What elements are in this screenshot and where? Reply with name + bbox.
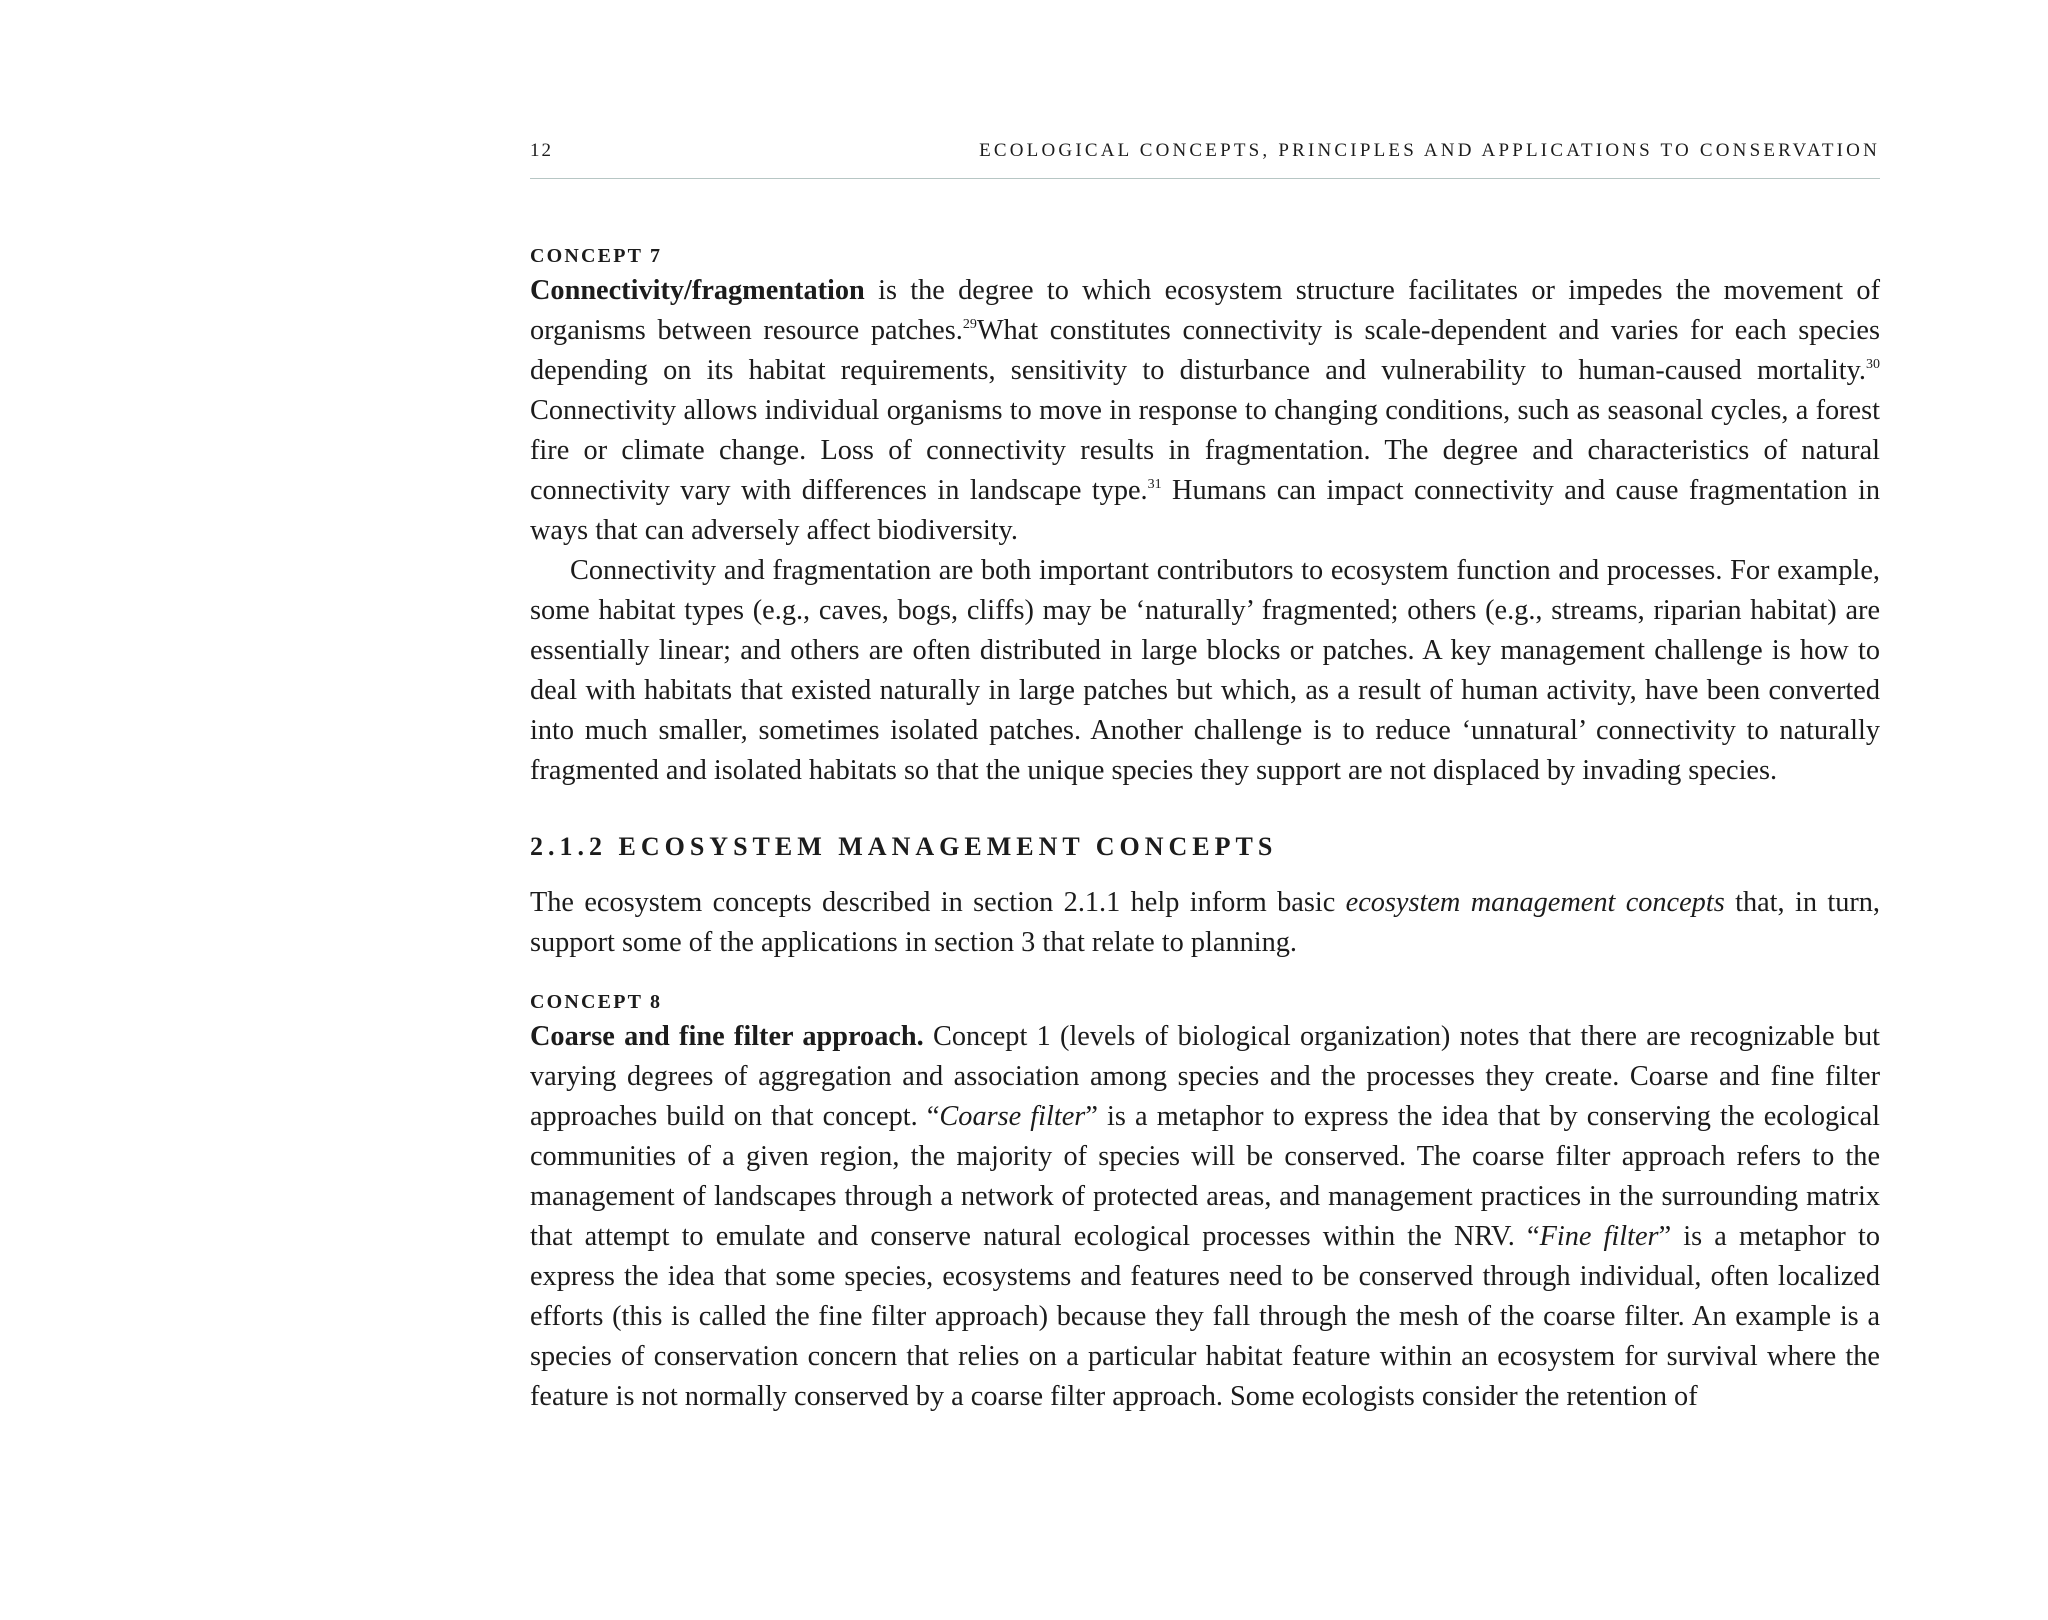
concept-8-label: CONCEPT 8 (530, 991, 663, 1013)
footnote-ref: 30 (1866, 357, 1880, 372)
footnote-ref: 31 (1147, 477, 1162, 492)
text-span: The ecosystem concepts described in section 2.1.1 help inform basic (530, 887, 1346, 918)
term-coarse-fine-filter: Coarse and fine filter approach. (530, 1021, 924, 1052)
text-span: that, in turn, support some of the applications in section 3 that relate to planning. (530, 887, 1880, 958)
emphasis: Fine filter (1539, 1221, 1659, 1252)
section-heading: 2.1.2 ECOSYSTEM MANAGEMENT CONCEPTS (530, 832, 1278, 861)
emphasis: Coarse filter (939, 1101, 1086, 1132)
text-span: ” is a metaphor to express the idea that some species, ecosystems and features need to be conserved through individual, often localized efforts (this is called the fine filter approach) because they fall through the mesh of the coarse filter. An example is a species of conservation concern that relies on a particular habitat feature within an ecosystem for survival where the feature is not normally conserved by a coarse filter approach. Some ecologists consider the retention of (530, 1221, 1880, 1412)
page-number: 12 (530, 140, 553, 161)
running-header (530, 140, 1880, 179)
text-span: ” is a metaphor to express the idea that by conserving the ecological communities of a given region, the majority of species will be conserved. The coarse filter approach refers to the management of landscapes through a network of protected areas, and management practices in the surrounding matrix that attempt to emulate and conserve natural ecological processes within the NRV. “ (530, 1101, 1880, 1252)
concept-8-paragraph (530, 1017, 1880, 1417)
text-span: Humans can impact connectivity and cause fragmentation in ways that can adversely affect biodiversity. (530, 475, 1880, 546)
text-span: is the degree to which ecosystem structure facilitates or impedes the movement of organisms between resource patches. (530, 275, 1880, 346)
concept-7-label: CONCEPT 7 (530, 245, 663, 267)
term-connectivity: Connectivity/fragmentation (530, 275, 865, 306)
document-page (530, 140, 1880, 1417)
text-span: Connectivity allows individual organisms to move in response to changing conditions, such as seasonal cycles, a forest fire or climate change. Loss of connectivity results in fragmentation. The degree and characteristics of natural connectivity vary with differences in landscape type. (530, 395, 1880, 506)
footnote-ref: 29 (962, 317, 977, 332)
emphasis: ecosystem management concepts (1345, 887, 1725, 918)
concept-7-paragraph-1 (530, 271, 1880, 551)
text-span: What constitutes connectivity is scale-dependent and varies for each species depending on its habitat requirements, sensitivity to disturbance and vulnerability to human-caused mortality. (530, 315, 1880, 386)
text-span: Concept 1 (levels of biological organization) notes that there are recognizable but varying degrees of aggregation and association among species and the processes they create. Coarse and fine filter approaches build on that concept. “ (530, 1021, 1880, 1132)
running-title: ECOLOGICAL CONCEPTS, PRINCIPLES AND APPLICATIONS TO CONSERVATION (979, 140, 1880, 161)
section-intro-paragraph (530, 883, 1880, 963)
concept-7-paragraph-2: Connectivity and fragmentation are both important contributors to ecosystem function and processes. For example, some habitat types (e.g., caves, bogs, cliffs) may be ‘naturally’ fragmented; others (e.g., streams, riparian habitat) are essentially linear; and others are often distributed in large blocks or patches. A key management challenge is how to deal with habitats that existed naturally in large patches but which, as a result of human activity, have been converted into much smaller, sometimes isolated patches. Another challenge is to reduce ‘unnatural’ connectivity to naturally fragmented and isolated habitats so that the unique species they support are not displaced by invading species. (530, 555, 1880, 786)
